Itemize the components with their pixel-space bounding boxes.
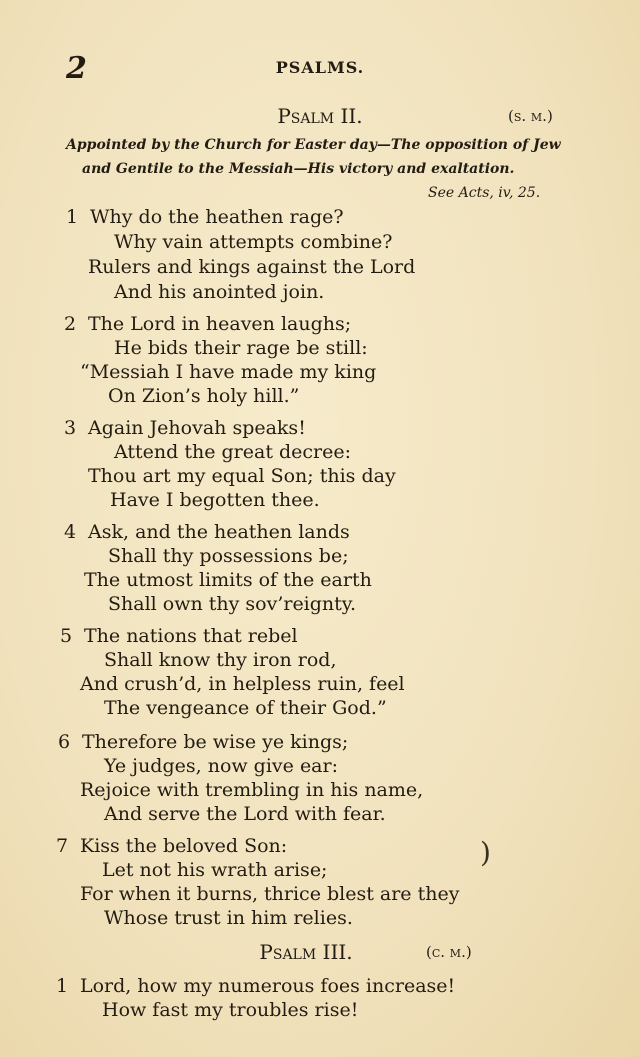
verse-line: And crush’d, in helpless ruin, feel <box>80 673 405 695</box>
verse-line: The nations that rebel <box>84 625 298 647</box>
verse-line: Why vain attempts combine? <box>114 231 393 253</box>
stanza-number: 5 <box>60 625 73 647</box>
stanza-number: 6 <box>58 731 71 753</box>
verse-line: The Lord in heaven laughs; <box>88 313 352 335</box>
stanza-number: 1 <box>66 206 79 228</box>
verse-line: On Zion’s holy hill.” <box>108 385 300 407</box>
verse-line: Again Jehovah speaks! <box>88 417 306 439</box>
verse-line: Whose trust in him relies. <box>104 907 353 929</box>
verse-line: And serve the Lord with fear. <box>104 803 386 825</box>
verse-line: “Messiah I have made my king <box>80 361 377 383</box>
verse-line: He bids their rage be still: <box>114 337 368 359</box>
psalm-2-description-line-1: Appointed by the Church for Easter day—The opposition of Jew <box>66 137 561 153</box>
verse-line: Attend the great decree: <box>114 441 352 463</box>
verse-line: Let not his wrath arise; <box>102 859 328 881</box>
verse-line: Rejoice with trembling in his name, <box>80 779 424 801</box>
stanza-number: 1 <box>56 975 69 997</box>
verse-line: Shall know thy iron rod, <box>104 649 337 671</box>
verse-line: The utmost limits of the earth <box>84 569 372 591</box>
page-number: 2 <box>66 51 87 86</box>
verse-line: Lord, how my numerous foes increase! <box>80 975 456 997</box>
verse-line: The vengeance of their God.” <box>104 697 387 719</box>
psalm-2-description-line-2: and Gentile to the Messiah—His victory and exaltation. <box>82 161 515 177</box>
psalm-2-title: Psalm II. <box>277 104 363 128</box>
verse-line: And his anointed join. <box>114 281 325 303</box>
psalm-2-meter: (s. m.) <box>508 107 553 125</box>
psalm-3-meter: (c. m.) <box>426 943 472 961</box>
verse-line: Why do the heathen rage? <box>90 206 344 228</box>
verse-line: Kiss the beloved Son: <box>80 835 288 857</box>
running-head: PSALMS. <box>275 58 365 77</box>
psalm-2-reference: See Acts, iv, 25. <box>428 185 541 201</box>
verse-line: Shall thy possessions be; <box>108 545 349 567</box>
verse-line: Ye judges, now give ear: <box>104 755 338 777</box>
verse-line: Shall own thy sov’reignty. <box>108 593 357 615</box>
verse-line: Thou art my equal Son; this day <box>88 465 396 487</box>
verse-line: Ask, and the heathen lands <box>88 521 350 543</box>
stanza-number: 7 <box>56 835 69 857</box>
psalm-3-title: Psalm III. <box>259 940 353 964</box>
margin-bracket-mark: ) <box>480 836 491 869</box>
stanza-number: 4 <box>64 521 77 543</box>
verse-line: Therefore be wise ye kings; <box>82 731 349 753</box>
verse-line: Rulers and kings against the Lord <box>88 256 416 278</box>
verse-line: Have I begotten thee. <box>110 489 320 511</box>
verse-line: For when it burns, thrice blest are they <box>80 883 460 905</box>
stanza-number: 3 <box>64 417 77 439</box>
stanza-number: 2 <box>64 313 77 335</box>
verse-line: How fast my troubles rise! <box>102 999 359 1021</box>
